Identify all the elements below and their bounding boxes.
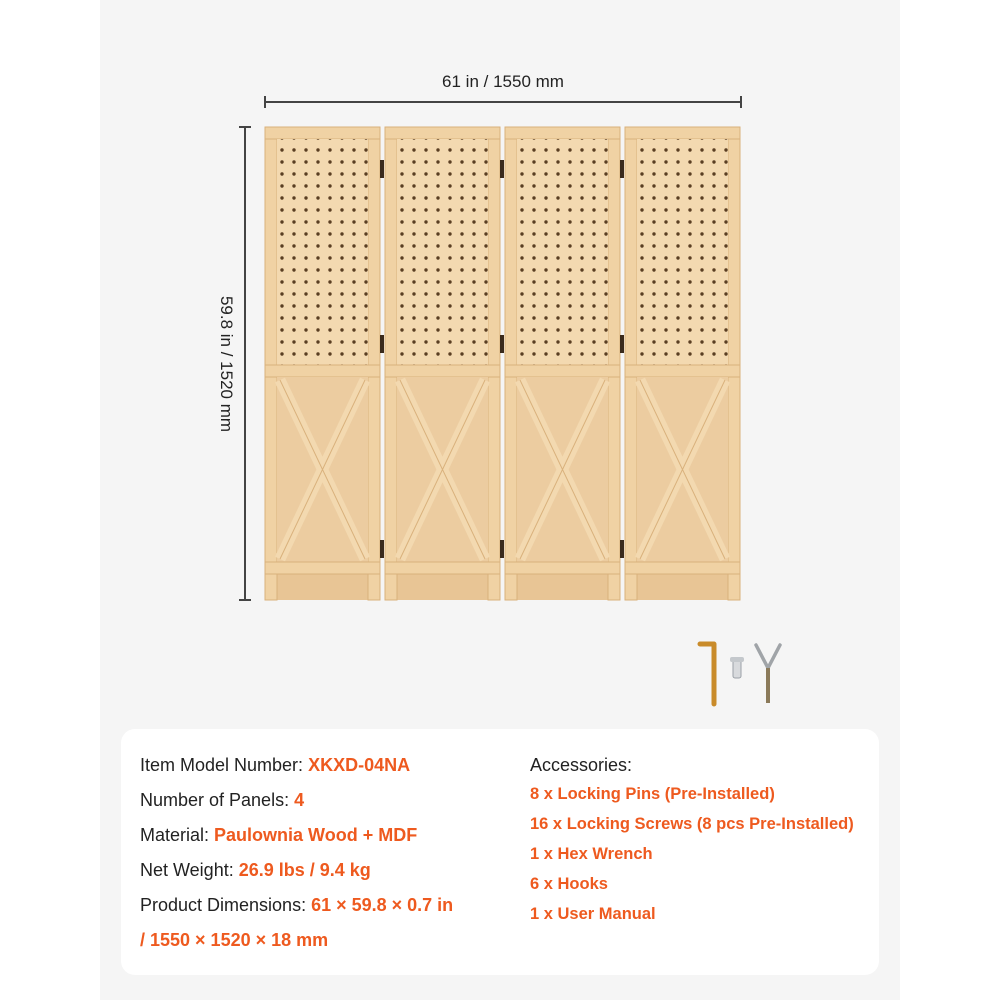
spec-value: 26.9 lbs / 9.4 kg bbox=[238, 860, 371, 880]
accessory-item: 6 x Hooks bbox=[530, 875, 608, 893]
spec-value: 61 × 59.8 × 0.7 in bbox=[311, 895, 454, 915]
spec-model bbox=[140, 753, 453, 788]
spec-panels bbox=[140, 788, 453, 823]
screen-panel bbox=[265, 127, 380, 600]
width-dimension-label: 61 in / 1550 mm bbox=[442, 72, 564, 91]
screen-panel bbox=[625, 127, 740, 600]
spec-label: Material: bbox=[140, 825, 215, 845]
accessory-item: 1 x User Manual bbox=[530, 905, 656, 923]
height-dimension-label: 59.8 in / 1520 mm bbox=[217, 295, 236, 433]
height-dimension-line bbox=[239, 127, 251, 600]
spec-card bbox=[121, 729, 879, 975]
accessories-title: Accessories: bbox=[530, 755, 633, 775]
hook-icon bbox=[756, 645, 780, 703]
spec-value: / 1550 × 1520 × 18 mm bbox=[140, 930, 329, 950]
spec-label: Item Model Number: bbox=[140, 755, 309, 775]
spec-label: Net Weight: bbox=[140, 860, 239, 880]
spec-label: Product Dimensions: bbox=[140, 895, 312, 915]
spec-value: Paulownia Wood + MDF bbox=[214, 825, 418, 845]
spec-dimensions-cont bbox=[140, 928, 453, 963]
spec-value: 4 bbox=[294, 790, 305, 810]
locking-pin-icon bbox=[730, 657, 744, 678]
accessory-item: 1 x Hex Wrench bbox=[530, 845, 653, 863]
spec-label: Number of Panels: bbox=[140, 790, 295, 810]
accessory-item: 16 x Locking Screws (8 pcs Pre-Installed) bbox=[530, 815, 854, 833]
spec-material bbox=[140, 823, 453, 858]
accessories-list bbox=[530, 753, 854, 933]
spec-dimensions bbox=[140, 893, 453, 928]
spec-value: XKXD-04NA bbox=[308, 755, 411, 775]
screen-panel bbox=[505, 127, 620, 600]
screen-panel bbox=[385, 127, 500, 600]
hex-wrench-icon bbox=[700, 644, 714, 704]
accessory-item: 8 x Locking Pins (Pre-Installed) bbox=[530, 785, 775, 803]
spec-list bbox=[140, 753, 453, 963]
width-dimension-line bbox=[265, 96, 741, 108]
spec-weight bbox=[140, 858, 453, 893]
